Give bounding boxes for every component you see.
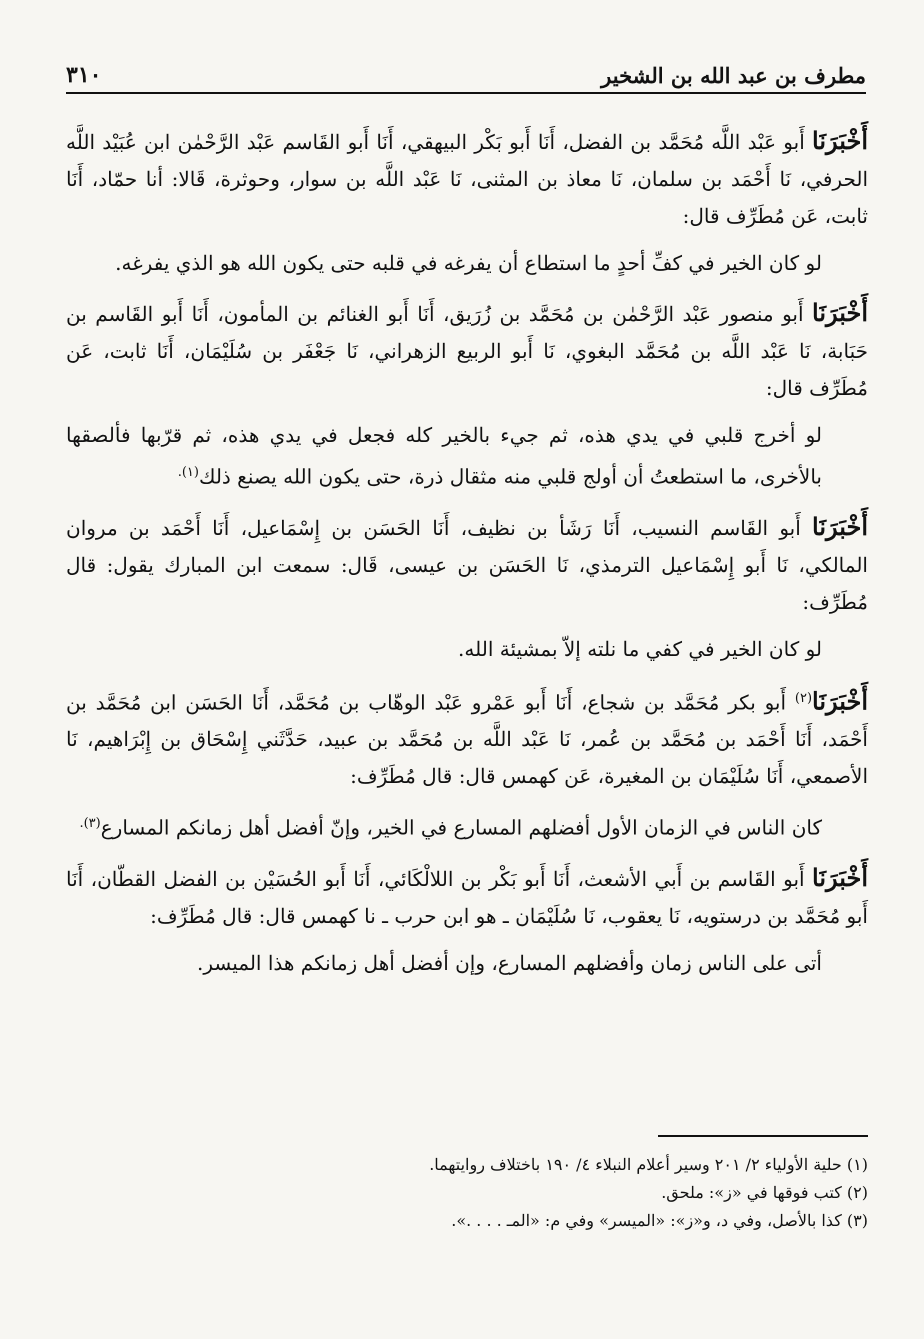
footnote-list [66,1151,868,1235]
isnad-paragraph [66,294,868,407]
isnad-paragraph [66,122,868,235]
running-title: مطرف بن عبد الله بن الشخير [601,63,866,88]
quote-paragraph [66,631,868,668]
paragraph-text: أَبو القَاسم بن أَبي الأشعث، أَنَا أَبو بَكْر بن اللالْكَائي، أَنَا أَبو الحُسَيْن بن الفضل القطّان، أَنَا أَبو مُحَمَّد بن درستويه، نَا يعقوب، نَا سُلَيْمَان ـ هو ابن حرب ـ نا كهمس قال: قال مُطَرِّف: [66,866,868,928]
paragraph-text: لو أخرج قلبي في يدي هذه، ثم جيء بالخير كله فجعل في يدي هذه، ثم قرّبها فألصقها بالأخرى، ما استطعتُ أن أولج قلبي منه مثقال ذرة، حتى يكون الله يصنع ذلك [66,423,822,489]
paragraph-text: كان الناس في الزمان الأول أفضلهم المسارع في الخير، وإنّ أفضل أهل زمانكم المسارع [100,815,822,840]
akhbarana-keyword: أَخْبَرَنَا [812,686,868,716]
footnote-divider [658,1135,868,1137]
paragraph-text: لو كان الخير في كفي ما نلته إلاّ بمشيئة الله. [458,636,822,661]
footnote-marker: (٢) [794,690,813,706]
paragraph-text: أتى على الناس زمان وأفضلهم المسارع، وإن أفضل أهل زمانكم هذا الميسر. [197,950,822,975]
paragraph-text: لو كان الخير في كفِّ أحدٍ ما استطاع أن يفرغه في قلبه حتى يكون الله هو الذي يفرغه. [115,251,822,275]
footnote-item: (١) حلية الأولياء ٢/ ٢٠١ وسير أعلام النبلاء ٤/ ١٩٠ باختلاف روايتهما. [429,1155,868,1174]
page-header [66,52,866,94]
main-text [66,122,868,994]
quote-paragraph [66,805,868,847]
quote-paragraph [66,245,868,282]
paragraph-text: أَبو القَاسم النسيب، أَنَا رَشَأ بن نظيف، أَنَا الحَسَن بن إِسْمَاعيل، أَنَا أَحْمَد بن مروان المالكي، نَا أَبو إِسْمَاعيل الترمذي، نَا الحَسَن بن عيسى، قَال: سمعت ابن المبارك يقول: قال مُطَرِّف: [66,515,868,614]
akhbarana-keyword: أَخْبَرَنَا [812,862,868,892]
akhbarana-keyword: أَخْبَرَنَا [812,511,868,541]
footnotes-section [66,1135,868,1235]
paragraph-text: أَبو عَبْد اللَّه مُحَمَّد بن الفضل، أَنَا أَبو بَكْر البيهقي، أَنَا أَبو القَاسم عَبْد الرَّحْمٰن ابن عُبَيْد اللَّه الحرفي، نَا أَحْمَد بن سلمان، نَا معاذ بن المثنى، نَا عَبْد اللَّه بن سوار، وحوثرة، قَالا: أنا حمّاد، أَنَا ثابت، عَن مُطَرِّف قال: [66,130,869,228]
page-number: ٣١٠ [66,62,102,88]
quote-paragraph [66,945,868,982]
footnote-item: (٢) كتب فوقها في «ز»: ملحق. [661,1183,868,1202]
quote-paragraph [66,417,868,496]
isnad-paragraph [66,680,868,796]
akhbarana-keyword: أَخْبَرَنَا [812,298,868,327]
isnad-paragraph [66,508,868,621]
akhbarana-keyword: أَخْبَرَنَا [812,126,868,155]
footnote-marker: (١). [177,465,199,480]
isnad-paragraph [66,859,868,935]
paragraph-text: أَبو بكر مُحَمَّد بن شجاع، أَنَا أَبو عَمْرو عَبْد الوهّاب بن مُحَمَّد، أَنَا الحَسَن ابن مُحَمَّد بن أَحْمَد، أَنَا أَحْمَد بن مُحَمَّد بن عُمر، نَا عَبْد اللَّه بن مُحَمَّد بن عبيد، حَدَّثَني إِسْحَاق بن إِبْرَاهيم، نَا الأصمعي، أَنَا سُلَيْمَان بن المغيرة، عَن كهمس قال: قال مُطَرِّف: [66,690,868,789]
paragraph-text: أَبو منصور عَبْد الرَّحْمٰن بن مُحَمَّد بن زُرَيق، أَنَا أَبو الغنائم بن المأمون، أَنَا أَبو القَاسم بن حَبَابة، نَا عَبْد اللَّه بن مُحَمَّد البغوي، نَا أَبو الربيع الزهراني، نَا جَعْفَر بن سُلَيْمَان، أَنَا ثابت، عَن مُطَرِّف قال: [66,302,868,400]
footnote-marker: (٣). [79,816,101,832]
footnote-item: (٣) كذا بالأصل، وفي د، و«ز»: «الميسر» وفي م: «المـ . . . .». [451,1211,868,1230]
